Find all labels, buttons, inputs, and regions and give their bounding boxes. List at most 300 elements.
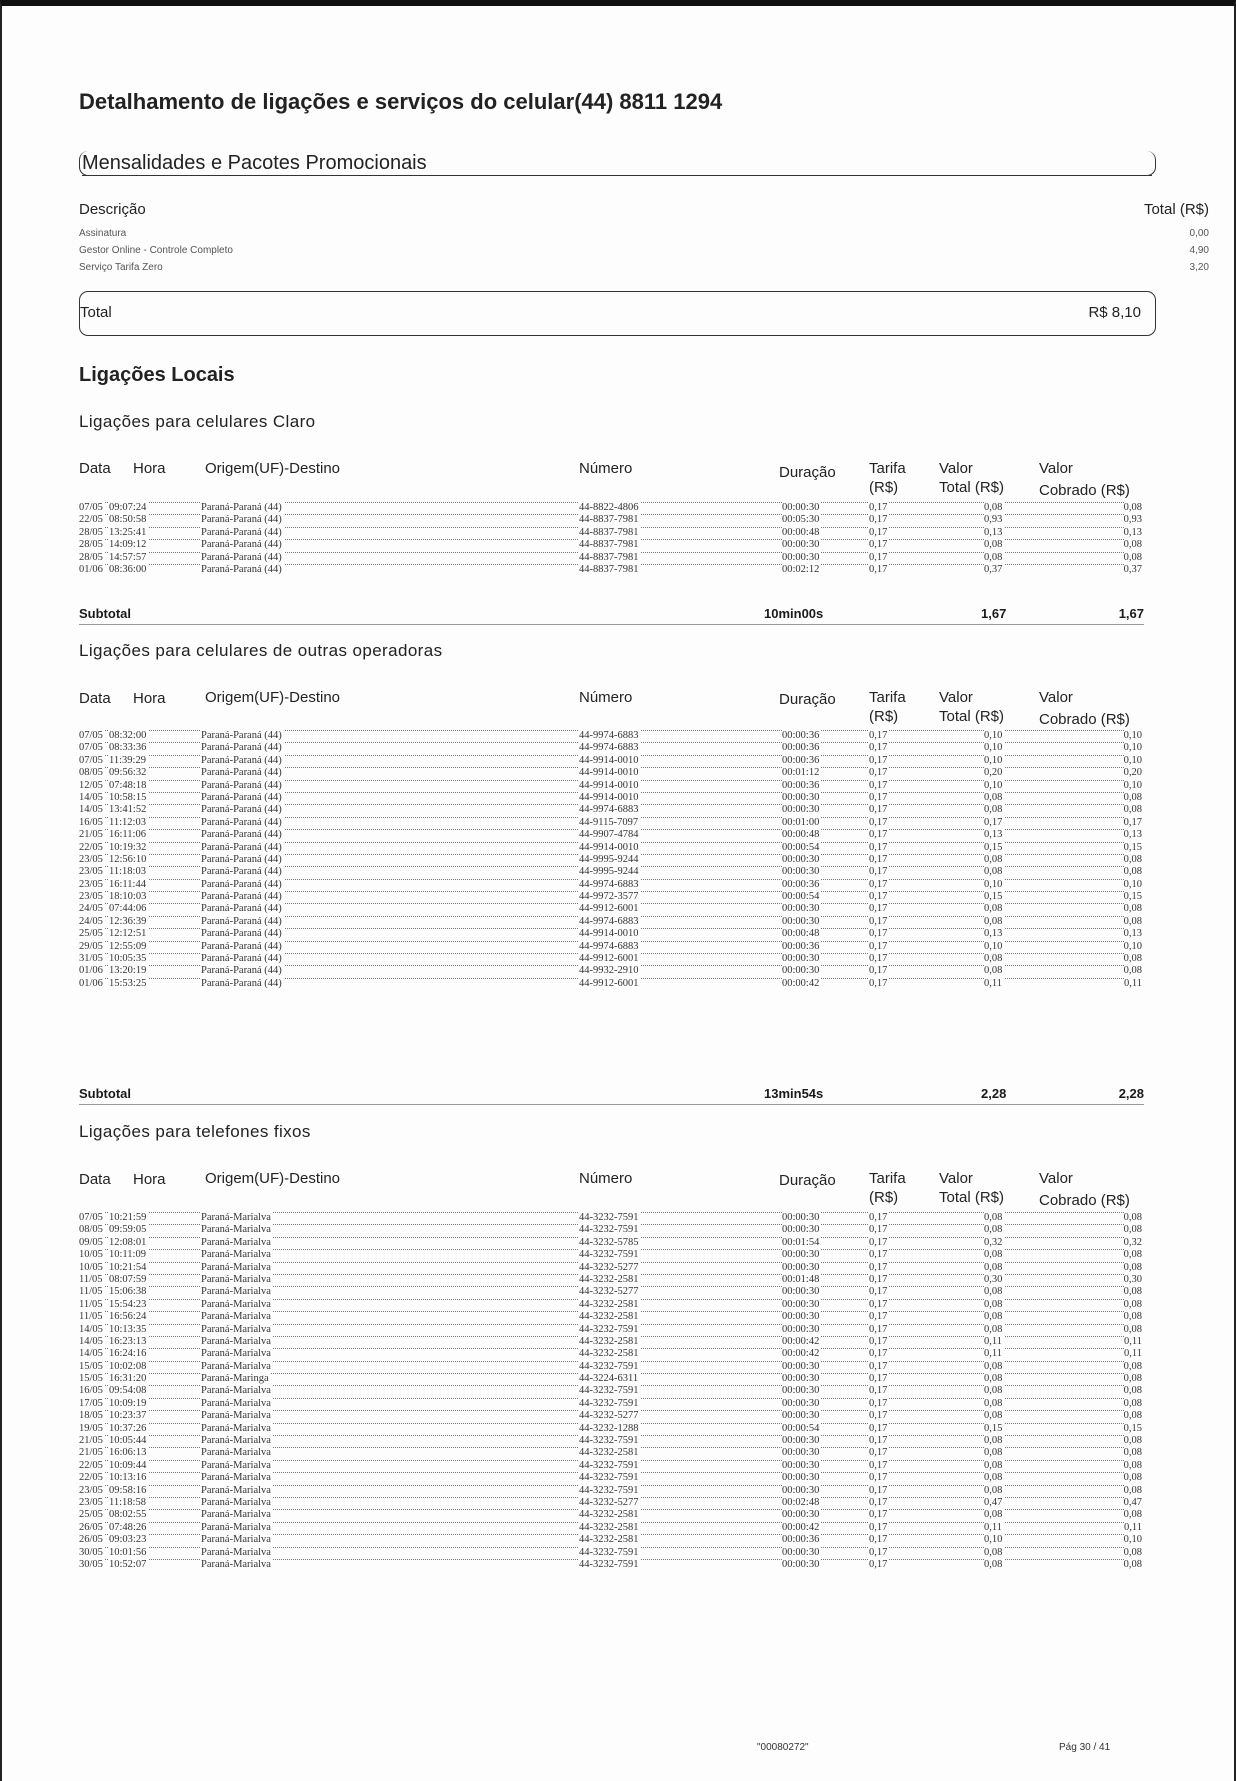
- cell-valor-cobrado: 0,08: [1123, 1410, 1142, 1422]
- cell-hora: 15:06:38: [109, 1286, 147, 1298]
- cell-valor-total: 0,13: [984, 829, 1003, 841]
- cell-valor-total: 0,08: [984, 1212, 1003, 1223]
- subtotal-valor-total: 2,28: [981, 1086, 1007, 1101]
- subtotal-valor-cobrado: 1,67: [1118, 606, 1144, 621]
- header-valor-cobrado-unit: Cobrado (R$): [1039, 1192, 1130, 1209]
- cell-valor-total: 0,08: [984, 1286, 1003, 1298]
- cell-numero: 44-3232-5785: [579, 1236, 639, 1248]
- cell-data: 11/05: [79, 1298, 103, 1310]
- cell-origem-destino: Paraná-Paraná (44): [201, 502, 282, 513]
- cell-valor-cobrado: 0,10: [1123, 742, 1142, 754]
- table-header: [79, 459, 1144, 499]
- cell-tarifa: 0,17: [869, 1484, 888, 1496]
- cell-data: 10/05: [79, 1261, 103, 1273]
- cell-numero: 44-8837-7981: [579, 514, 639, 526]
- cell-valor-total: 0,11: [984, 1348, 1002, 1360]
- cell-valor-cobrado: 0,08: [1123, 1435, 1142, 1447]
- cell-tarifa: 0,17: [869, 816, 888, 828]
- cell-numero: 44-3232-7591: [579, 1397, 639, 1409]
- item-value: 0,00: [1189, 228, 1209, 239]
- cell-tarifa: 0,17: [869, 1212, 888, 1223]
- cell-hora: 11:12:03: [109, 816, 146, 828]
- cell-data: 15/05: [79, 1360, 103, 1372]
- cell-hora: 10:09:19: [109, 1397, 147, 1409]
- cell-duracao: 00:00:30: [782, 1212, 820, 1223]
- cell-numero: 44-3232-2581: [579, 1298, 639, 1310]
- cell-valor-cobrado: 0,08: [1123, 502, 1142, 513]
- cell-numero: 44-3232-7591: [579, 1249, 639, 1261]
- cell-data: 07/05: [79, 1212, 103, 1223]
- cell-numero: 44-9974-6883: [579, 730, 639, 741]
- cell-valor-total: 0,10: [984, 878, 1003, 890]
- cell-valor-cobrado: 0,15: [1123, 1422, 1142, 1434]
- cell-valor-cobrado: 0,47: [1123, 1496, 1142, 1508]
- cell-valor-cobrado: 0,08: [1123, 1261, 1142, 1273]
- cell-valor-total: 0,08: [984, 804, 1003, 816]
- cell-duracao: 00:00:30: [782, 1385, 820, 1397]
- table-row: [79, 539, 1144, 551]
- cell-origem-destino: Paraná-Paraná (44): [201, 953, 282, 965]
- subtotal-valor-cobrado: 2,28: [1118, 1086, 1144, 1101]
- cell-data: 12/05: [79, 779, 103, 791]
- table-row: [79, 1485, 1144, 1497]
- cell-valor-cobrado: 0,37: [1123, 563, 1142, 575]
- cell-valor-total: 0,08: [984, 1249, 1003, 1261]
- cell-valor-total: 0,08: [984, 1435, 1003, 1447]
- cell-valor-cobrado: 0,15: [1123, 841, 1142, 853]
- cell-data: 11/05: [79, 1286, 103, 1298]
- cell-origem-destino: Paraná-Marialva: [201, 1435, 271, 1447]
- cell-duracao: 00:00:30: [782, 1459, 820, 1471]
- cell-valor-total: 0,08: [984, 1385, 1003, 1397]
- table-row: [79, 1423, 1144, 1435]
- cell-duracao: 00:00:30: [782, 791, 820, 803]
- cell-hora: 18:10:03: [109, 891, 147, 903]
- header-valor-cobrado-unit: Cobrado (R$): [1039, 482, 1130, 499]
- cell-tarifa: 0,17: [869, 779, 888, 791]
- cell-duracao: 00:00:30: [782, 1286, 820, 1298]
- cell-hora: 08:50:58: [109, 514, 147, 526]
- cell-data: 14/05: [79, 1348, 103, 1360]
- cell-valor-total: 0,08: [984, 915, 1003, 927]
- table-row: [79, 730, 1144, 742]
- cell-origem-destino: Paraná-Paraná (44): [201, 804, 282, 816]
- cell-numero: 44-9995-9244: [579, 853, 639, 865]
- cell-tarifa: 0,17: [869, 891, 888, 903]
- descricao-label: Descrição: [79, 201, 146, 218]
- cell-hora: 12:08:01: [109, 1236, 147, 1248]
- cell-numero: 44-9974-6883: [579, 804, 639, 816]
- cell-hora: 10:02:08: [109, 1360, 147, 1372]
- cell-tarifa: 0,17: [869, 940, 888, 952]
- cell-hora: 10:19:32: [109, 841, 147, 853]
- cell-origem-destino: Paraná-Paraná (44): [201, 791, 282, 803]
- cell-hora: 10:21:59: [109, 1212, 147, 1223]
- cell-duracao: 00:00:30: [782, 915, 820, 927]
- cell-valor-total: 0,93: [984, 514, 1003, 526]
- cell-data: 07/05: [79, 502, 103, 513]
- cell-valor-cobrado: 0,13: [1123, 928, 1142, 940]
- subtotal-row: [79, 1082, 1144, 1105]
- table-row: [79, 792, 1144, 804]
- cell-origem-destino: Paraná-Marialva: [201, 1484, 271, 1496]
- cell-valor-total: 0,11: [984, 1335, 1002, 1347]
- table-row: [79, 1559, 1144, 1571]
- cell-tarifa: 0,17: [869, 1447, 888, 1459]
- cell-origem-destino: Paraná-Paraná (44): [201, 563, 282, 575]
- cell-valor-cobrado: 0,08: [1123, 1373, 1142, 1385]
- cell-valor-cobrado: 0,08: [1123, 1472, 1142, 1484]
- table-row: [79, 1534, 1144, 1546]
- table-row: [79, 1373, 1144, 1385]
- cell-tarifa: 0,17: [869, 1273, 888, 1285]
- table-row: [79, 1522, 1144, 1534]
- cell-duracao: 00:00:30: [782, 1360, 820, 1372]
- header-valor-cobrado: Valor: [1039, 1170, 1073, 1187]
- item-name: Assinatura: [79, 228, 127, 239]
- cell-tarifa: 0,17: [869, 1311, 888, 1323]
- table-row: [79, 1212, 1144, 1224]
- cell-valor-total: 0,08: [984, 1459, 1003, 1471]
- cell-valor-cobrado: 0,08: [1123, 551, 1142, 563]
- cell-data: 16/05: [79, 816, 103, 828]
- cell-valor-total: 0,08: [984, 853, 1003, 865]
- cell-duracao: 00:05:30: [782, 514, 820, 526]
- cell-origem-destino: Paraná-Marialva: [201, 1249, 271, 1261]
- cell-valor-total: 0,08: [984, 1360, 1003, 1372]
- table-row: [79, 514, 1144, 526]
- cell-duracao: 00:00:30: [782, 1323, 820, 1335]
- cell-duracao: 00:00:36: [782, 779, 820, 791]
- cell-valor-total: 0,10: [984, 742, 1003, 754]
- cell-hora: 13:41:52: [109, 804, 147, 816]
- table-row: [79, 780, 1144, 792]
- header-duracao: Duração: [779, 464, 836, 481]
- cell-hora: 08:02:55: [109, 1509, 147, 1521]
- cell-valor-cobrado: 0,08: [1123, 953, 1142, 965]
- cell-tarifa: 0,17: [869, 1472, 888, 1484]
- table-row: [79, 1262, 1144, 1274]
- cell-duracao: 00:00:42: [782, 1521, 820, 1533]
- cell-numero: 44-9995-9244: [579, 866, 639, 878]
- cell-valor-cobrado: 0,08: [1123, 1311, 1142, 1323]
- cell-duracao: 00:00:30: [782, 1249, 820, 1261]
- cell-data: 17/05: [79, 1397, 103, 1409]
- header-valor-cobrado: Valor: [1039, 460, 1073, 477]
- cell-valor-total: 0,20: [984, 767, 1003, 779]
- cell-duracao: 00:00:54: [782, 891, 820, 903]
- cell-hora: 16:24:16: [109, 1348, 147, 1360]
- cell-valor-cobrado: 0,08: [1123, 1459, 1142, 1471]
- cell-numero: 44-9974-6883: [579, 878, 639, 890]
- cell-valor-total: 0,10: [984, 940, 1003, 952]
- cell-hora: 10:13:35: [109, 1323, 147, 1335]
- cell-numero: 44-9974-6883: [579, 742, 639, 754]
- cell-data: 14/05: [79, 1335, 103, 1347]
- cell-data: 07/05: [79, 730, 103, 741]
- cell-tarifa: 0,17: [869, 1496, 888, 1508]
- cell-data: 28/05: [79, 551, 103, 563]
- cell-data: 22/05: [79, 841, 103, 853]
- table-outras-operadoras: [79, 730, 1144, 990]
- cell-origem-destino: Paraná-Marialva: [201, 1385, 271, 1397]
- cell-valor-cobrado: 0,08: [1123, 539, 1142, 551]
- table-row: [79, 1224, 1144, 1236]
- cell-data: 23/05: [79, 1496, 103, 1508]
- cell-valor-cobrado: 0,10: [1123, 779, 1142, 791]
- cell-valor-cobrado: 0,08: [1123, 1212, 1142, 1223]
- header-tarifa-unit: (R$): [869, 1189, 899, 1206]
- cell-valor-total: 0,15: [984, 841, 1003, 853]
- cell-hora: 14:09:12: [109, 539, 147, 551]
- cell-numero: 44-8837-7981: [579, 551, 639, 563]
- cell-valor-cobrado: 0,11: [1124, 1521, 1142, 1533]
- cell-data: 01/06: [79, 977, 103, 989]
- cell-origem-destino: Paraná-Marialva: [201, 1496, 271, 1508]
- cell-numero: 44-9912-6001: [579, 953, 639, 965]
- cell-duracao: 00:00:36: [782, 1534, 820, 1546]
- cell-valor-cobrado: 0,08: [1123, 1546, 1142, 1558]
- cell-origem-destino: Paraná-Marialva: [201, 1261, 271, 1273]
- cell-origem-destino: Paraná-Marialva: [201, 1521, 271, 1533]
- cell-data: 11/05: [79, 1311, 103, 1323]
- cell-valor-total: 0,08: [984, 1410, 1003, 1422]
- header-valor-total: Valor: [939, 689, 973, 706]
- cell-tarifa: 0,17: [869, 1385, 888, 1397]
- mensalidades-heading: Mensalidades e Pacotes Promocionais: [82, 152, 1152, 176]
- cell-valor-total: 0,11: [984, 977, 1002, 989]
- cell-duracao: 00:00:30: [782, 1435, 820, 1447]
- cell-tarifa: 0,17: [869, 915, 888, 927]
- cell-tarifa: 0,17: [869, 953, 888, 965]
- cell-data: 08/05: [79, 1224, 103, 1236]
- cell-data: 30/05: [79, 1546, 103, 1558]
- cell-data: 16/05: [79, 1385, 103, 1397]
- cell-tarifa: 0,17: [869, 502, 888, 513]
- table-row: [79, 1274, 1144, 1286]
- cell-numero: 44-3232-7591: [579, 1558, 639, 1570]
- cell-duracao: 00:00:42: [782, 1335, 820, 1347]
- cell-valor-total: 0,08: [984, 1261, 1003, 1273]
- cell-origem-destino: Paraná-Marialva: [201, 1348, 271, 1360]
- cell-data: 08/05: [79, 767, 103, 779]
- page-title: Detalhamento de ligações e serviços do celular(44) 8811 1294: [79, 89, 723, 114]
- cell-origem-destino: Paraná-Paraná (44): [201, 742, 282, 754]
- table-row: [79, 1286, 1144, 1298]
- cell-data: 01/06: [79, 563, 103, 575]
- cell-tarifa: 0,17: [869, 1397, 888, 1409]
- page-number: Pág 30 / 41: [1059, 1742, 1111, 1753]
- table-row: [79, 916, 1144, 928]
- cell-duracao: 00:00:30: [782, 965, 820, 977]
- cell-duracao: 00:01:12: [782, 767, 820, 779]
- cell-valor-cobrado: 0,08: [1123, 853, 1142, 865]
- table-row: [79, 1398, 1144, 1410]
- cell-valor-total: 0,11: [984, 1521, 1002, 1533]
- cell-tarifa: 0,17: [869, 1261, 888, 1273]
- subtotal-duracao: 10min00s: [764, 606, 824, 621]
- cell-hora: 10:11:09: [109, 1249, 146, 1261]
- cell-valor-cobrado: 0,08: [1123, 1447, 1142, 1459]
- cell-origem-destino: Paraná-Paraná (44): [201, 514, 282, 526]
- table-header: [79, 688, 1144, 728]
- cell-tarifa: 0,17: [869, 1249, 888, 1261]
- cell-hora: 12:36:39: [109, 915, 147, 927]
- cell-data: 01/06: [79, 965, 103, 977]
- cell-tarifa: 0,17: [869, 829, 888, 841]
- cell-origem-destino: Paraná-Marialva: [201, 1360, 271, 1372]
- cell-origem-destino: Paraná-Marialva: [201, 1447, 271, 1459]
- cell-numero: 44-3232-7591: [579, 1459, 639, 1471]
- cell-data: 25/05: [79, 928, 103, 940]
- cell-valor-total: 0,08: [984, 1509, 1003, 1521]
- cell-valor-cobrado: 0,11: [1124, 1348, 1142, 1360]
- cell-numero: 44-3232-7591: [579, 1385, 639, 1397]
- cell-duracao: 00:00:30: [782, 804, 820, 816]
- cell-valor-total: 0,08: [984, 1298, 1003, 1310]
- table-row: [79, 1311, 1144, 1323]
- header-numero: Número: [579, 460, 633, 477]
- cell-valor-cobrado: 0,13: [1123, 526, 1142, 538]
- cell-valor-total: 0,15: [984, 891, 1003, 903]
- cell-valor-total: 0,08: [984, 502, 1003, 513]
- cell-origem-destino: Paraná-Marialva: [201, 1224, 271, 1236]
- cell-hora: 07:48:18: [109, 779, 147, 791]
- header-tarifa-unit: (R$): [869, 708, 899, 725]
- section-title: Ligações para celulares de outras operadoras: [79, 641, 443, 660]
- subtotal-valor-total: 1,67: [981, 606, 1007, 621]
- cell-data: 15/05: [79, 1373, 103, 1385]
- table-row: [79, 1336, 1144, 1348]
- cell-data: 10/05: [79, 1249, 103, 1261]
- cell-data: 07/05: [79, 742, 103, 754]
- cell-data: 23/05: [79, 866, 103, 878]
- header-origem: Origem(UF)-Destino: [205, 1170, 341, 1187]
- cell-origem-destino: Paraná-Marialva: [201, 1286, 271, 1298]
- cell-valor-total: 0,08: [984, 1472, 1003, 1484]
- cell-data: 24/05: [79, 903, 103, 915]
- cell-numero: 44-3232-7591: [579, 1224, 639, 1236]
- table-row: [79, 1324, 1144, 1336]
- header-data: Data: [79, 690, 111, 707]
- table-row: [79, 1348, 1144, 1360]
- header-tarifa-unit: (R$): [869, 479, 899, 496]
- cell-numero: 44-9914-0010: [579, 767, 639, 779]
- cell-data: 21/05: [79, 1435, 103, 1447]
- cell-tarifa: 0,17: [869, 514, 888, 526]
- cell-numero: 44-9914-0010: [579, 928, 639, 940]
- cell-valor-total: 0,08: [984, 903, 1003, 915]
- cell-hora: 15:54:23: [109, 1298, 147, 1310]
- cell-hora: 16:23:13: [109, 1335, 147, 1347]
- cell-valor-cobrado: 0,10: [1123, 730, 1142, 741]
- cell-data: 07/05: [79, 754, 103, 766]
- cell-tarifa: 0,17: [869, 1459, 888, 1471]
- cell-hora: 08:07:59: [109, 1273, 147, 1285]
- cell-tarifa: 0,17: [869, 730, 888, 741]
- cell-valor-cobrado: 0,08: [1123, 804, 1142, 816]
- cell-origem-destino: Paraná-Marialva: [201, 1273, 271, 1285]
- cell-tarifa: 0,17: [869, 1373, 888, 1385]
- cell-data: 26/05: [79, 1534, 103, 1546]
- header-valor-total: Valor: [939, 460, 973, 477]
- cell-duracao: 00:00:30: [782, 853, 820, 865]
- item-value: 3,20: [1189, 262, 1209, 273]
- cell-numero: 44-9974-6883: [579, 940, 639, 952]
- cell-duracao: 00:00:30: [782, 1558, 820, 1570]
- section-title: Ligações para telefones fixos: [79, 1122, 311, 1141]
- cell-origem-destino: Paraná-Paraná (44): [201, 940, 282, 952]
- cell-numero: 44-9914-0010: [579, 779, 639, 791]
- cell-tarifa: 0,17: [869, 841, 888, 853]
- table-row: [79, 891, 1144, 903]
- cell-hora: 09:56:32: [109, 767, 147, 779]
- table-row: [79, 829, 1144, 841]
- cell-valor-total: 0,32: [984, 1236, 1003, 1248]
- cell-origem-destino: Paraná-Paraná (44): [201, 977, 282, 989]
- cell-data: 09/05: [79, 1236, 103, 1248]
- header-duracao: Duração: [779, 1172, 836, 1189]
- cell-hora: 10:01:56: [109, 1546, 147, 1558]
- cell-origem-destino: Paraná-Marialva: [201, 1397, 271, 1409]
- cell-valor-cobrado: 0,08: [1123, 903, 1142, 915]
- cell-data: 11/05: [79, 1273, 103, 1285]
- cell-hora: 10:58:15: [109, 791, 147, 803]
- subtotal-label: Subtotal: [79, 606, 131, 621]
- cell-valor-cobrado: 0,08: [1123, 1509, 1142, 1521]
- cell-hora: 16:11:06: [109, 829, 146, 841]
- cell-valor-cobrado: 0,08: [1123, 915, 1142, 927]
- cell-tarifa: 0,17: [869, 539, 888, 551]
- locais-heading: Ligações Locais: [79, 364, 235, 386]
- cell-valor-total: 0,08: [984, 866, 1003, 878]
- table-row: [79, 1547, 1144, 1559]
- cell-tarifa: 0,17: [869, 754, 888, 766]
- cell-data: 21/05: [79, 829, 103, 841]
- cell-valor-total: 0,08: [984, 551, 1003, 563]
- cell-numero: 44-3232-7591: [579, 1212, 639, 1223]
- cell-hora: 09:54:08: [109, 1385, 147, 1397]
- cell-duracao: 00:00:30: [782, 1410, 820, 1422]
- cell-data: 21/05: [79, 1447, 103, 1459]
- header-origem: Origem(UF)-Destino: [205, 460, 341, 477]
- cell-tarifa: 0,17: [869, 563, 888, 575]
- cell-numero: 44-3232-5277: [579, 1261, 639, 1273]
- cell-origem-destino: Paraná-Marialva: [201, 1212, 271, 1223]
- cell-duracao: 00:01:48: [782, 1273, 820, 1285]
- cell-duracao: 00:00:30: [782, 1509, 820, 1521]
- table-row: [79, 1410, 1144, 1422]
- cell-numero: 44-9914-0010: [579, 841, 639, 853]
- cell-data: 24/05: [79, 915, 103, 927]
- cell-data: 22/05: [79, 1472, 103, 1484]
- cell-duracao: 00:00:30: [782, 1298, 820, 1310]
- cell-tarifa: 0,17: [869, 1348, 888, 1360]
- cell-valor-total: 0,10: [984, 730, 1003, 741]
- item-name: Gestor Online - Controle Completo: [79, 245, 233, 256]
- section-title: Ligações para celulares Claro: [79, 412, 316, 431]
- table-row: [79, 1460, 1144, 1472]
- cell-data: 25/05: [79, 1509, 103, 1521]
- cell-tarifa: 0,17: [869, 1422, 888, 1434]
- cell-tarifa: 0,17: [869, 928, 888, 940]
- cell-tarifa: 0,17: [869, 1410, 888, 1422]
- cell-duracao: 00:00:30: [782, 1311, 820, 1323]
- cell-valor-cobrado: 0,10: [1123, 940, 1142, 952]
- table-row: [79, 755, 1144, 767]
- table-row: [79, 1435, 1144, 1447]
- cell-hora: 09:07:24: [109, 502, 147, 513]
